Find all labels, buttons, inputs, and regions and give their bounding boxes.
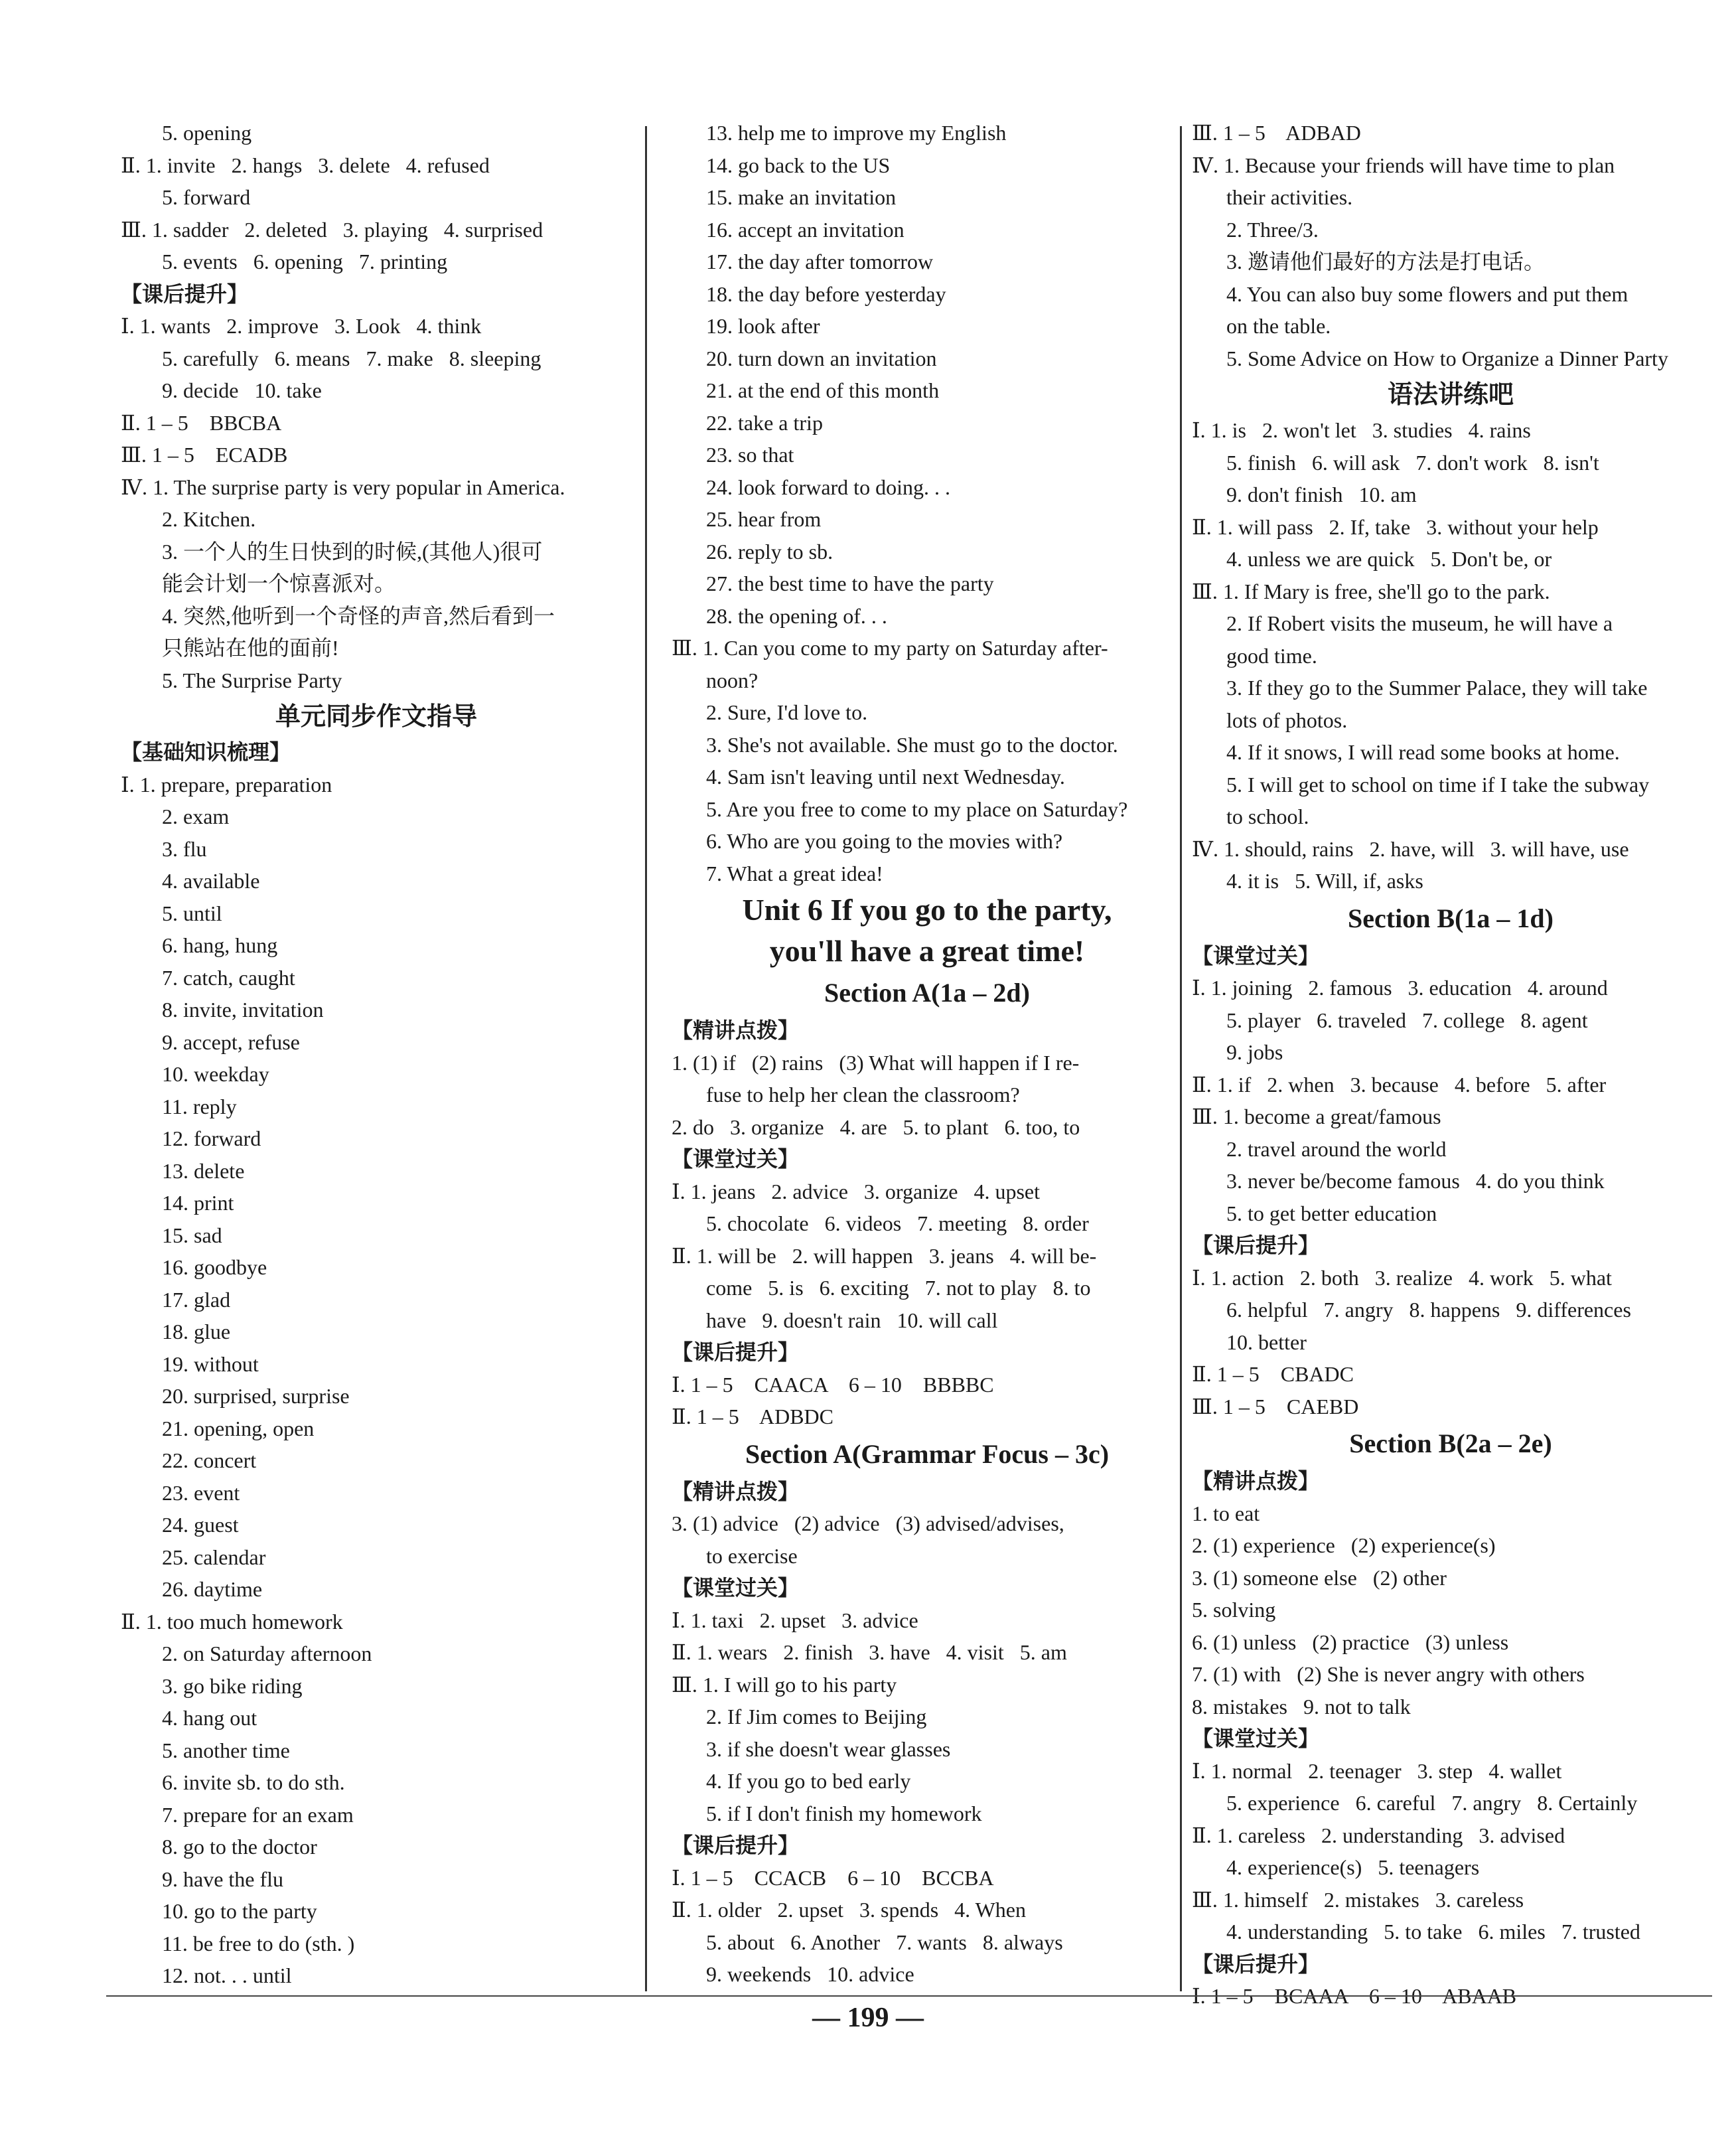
answer-line: 4. experience(s) 5. teenagers [1226,1855,1480,1879]
answer-line: on the table. [1226,314,1331,338]
answer-line: 26. reply to sb. [706,539,833,564]
answer-line: 5. another time [162,1738,290,1762]
answer-line: 5. Are you free to come to my place on Saturday? [706,797,1128,821]
answer-line: Ⅰ. 1 – 5 CCACB 6 – 10 BCCBA [672,1865,994,1890]
answer-line: Ⅱ. 1 – 5 CBADC [1192,1362,1354,1386]
answer-line: 5. about 6. Another 7. wants 8. always [706,1930,1063,1954]
answer-line: 3. If they go to the Summer Palace, they will take [1226,676,1648,700]
answer-line: 17. the day after tomorrow [706,250,934,273]
answer-line: 28. the opening of. . . [706,603,887,628]
answer-line: Ⅲ. 1. I will go to his party [672,1672,897,1697]
answer-line: 10. go to the party [162,1899,317,1923]
answer-line: 8. go to the doctor [162,1835,317,1859]
answer-line: Ⅱ. 1. careless 2. understanding 3. advised [1192,1823,1565,1847]
answer-line: 16. accept an invitation [706,217,904,242]
answer-line: 3. She's not available. She must go to the doctor. [706,732,1118,757]
answer-line: 9. weekends 10. advice [706,1962,914,1986]
answer-line: Ⅰ. 1 – 5 CAACA 6 – 10 BBBBC [672,1372,994,1397]
answer-line: 能会计划一个惊喜派对。 [162,572,396,595]
section-title: 语法讲练吧 [1387,380,1514,409]
answer-line: 3. (1) someone else (2) other [1192,1565,1447,1590]
answer-line: 24. look forward to doing. . . [706,475,950,499]
answer-line: Ⅱ. 1. too much homework [121,1609,343,1634]
answer-line: 4. understanding 5. to take 6. miles 7. trusted [1226,1920,1640,1944]
answer-line: 3. 一个人的生日快到的时候,(其他人)很可 [162,539,543,564]
answer-line: 19. look after [706,314,820,338]
answer-line: come 5. is 6. exciting 7. not to play 8. to [706,1276,1091,1300]
answer-line: Ⅰ. 1. prepare, preparation [121,772,332,797]
answer-line: 4. available [162,869,260,893]
section-title: Section A(1a – 2d) [824,978,1030,1008]
section-label: 【课后提升】 [1192,1951,1320,1977]
section-title: 单元同步作文指导 [275,702,477,731]
answer-line: Ⅲ. 1. If Mary is free, she'll go to the park. [1192,579,1550,603]
answer-line: 17. glad [162,1287,231,1312]
answer-line: Ⅰ. 1. normal 2. teenager 3. step 4. wallet [1192,1758,1562,1783]
section-label: 【课后提升】 [121,281,249,307]
answer-line: 9. decide 10. take [162,378,322,402]
answer-line: Ⅳ. 1. The surprise party is very popular in America. [121,475,565,499]
answer-line: 3. flu [162,836,207,861]
section-label: 【课后提升】 [1192,1233,1320,1258]
answer-line: 3. if she doesn't wear glasses [706,1736,951,1761]
answer-line: 23. so that [706,443,794,467]
answer-line: 6. invite sb. to do sth. [162,1770,345,1794]
answer-line: Ⅲ. 1 – 5 ADBAD [1192,121,1361,145]
answer-line: 5. until [162,901,222,925]
answer-line: 12. not. . . until [162,1963,292,1987]
answer-line: 22. concert [162,1448,257,1472]
answer-line: Ⅱ. 1. invite 2. hangs 3. delete 4. refused [121,153,490,177]
answer-column-middle [672,117,1183,1991]
answer-line: 4. unless we are quick 5. Don't be, or [1226,547,1552,571]
answer-line: 9. jobs [1226,1040,1283,1064]
section-label: 【精讲点拨】 [672,1018,800,1043]
answer-line: Ⅰ. 1. is 2. won't let 3. studies 4. rains [1192,418,1531,442]
answer-line: 25. hear from [706,507,822,531]
answer-line: 18. the day before yesterday [706,281,946,306]
answer-line: 21. opening, open [162,1416,315,1440]
answer-line: 10. better [1226,1330,1307,1354]
answer-line: 5. carefully 6. means 7. make 8. sleeping [162,346,542,370]
answer-line: 3. go bike riding [162,1673,303,1698]
section-label: 【课堂过关】 [672,1575,800,1600]
answer-line: 5. The Surprise Party [162,668,342,692]
answer-line: 14. go back to the US [706,153,891,177]
answer-line: 3. 邀请他们最好的方法是打电话。 [1226,250,1546,273]
answer-line: 20. surprised, surprise [162,1384,350,1408]
answer-line: 9. have the flu [162,1867,284,1891]
answer-line: Ⅲ. 1. himself 2. mistakes 3. careless [1192,1887,1524,1912]
answer-line: Ⅲ. 1. Can you come to my party on Saturday after- [672,636,1108,660]
answer-line: 4. If it snows, I will read some books at home. [1226,740,1620,764]
answer-line: 25. calendar [162,1545,266,1569]
section-label: 【精讲点拨】 [672,1478,800,1504]
answer-line: Ⅲ. 1 – 5 ECADB [121,443,288,467]
answer-column-left [121,117,632,1992]
answer-line: 7. prepare for an exam [162,1802,354,1827]
answer-line: 6. hang, hung [162,933,278,957]
answer-line: 12. forward [162,1126,261,1150]
answer-line: 13. delete [162,1158,245,1183]
section-label: 【基础知识梳理】 [121,739,291,765]
answer-line: 21. at the end of this month [706,378,940,402]
answer-line: their activities. [1226,185,1353,209]
answer-line: Ⅱ. 1. will be 2. will happen 3. jeans 4. will be- [672,1243,1097,1268]
answer-line: 5. experience 6. careful 7. angry 8. Certainly [1226,1791,1638,1815]
answer-line: Ⅲ. 1 – 5 CAEBD [1192,1394,1359,1418]
answer-line: have 9. doesn't rain 10. will call [706,1308,998,1332]
answer-line: 14. print [162,1191,234,1215]
answer-line: 22. take a trip [706,410,823,435]
answer-line: 5. finish 6. will ask 7. don't work 8. isn't [1226,450,1599,475]
answer-line: 4. If you go to bed early [706,1769,911,1793]
answer-line: 7. (1) with (2) She is never angry with others [1192,1662,1585,1686]
answer-line: 1. to eat [1192,1501,1260,1525]
answer-line: 23. event [162,1480,240,1505]
answer-line: 2. do 3. organize 4. are 5. to plant 6. too, to [672,1114,1080,1139]
answer-line: 2. Sure, I'd love to. [706,700,868,724]
answer-line: Ⅲ. 1. become a great/famous [1192,1105,1441,1128]
answer-line: 9. don't finish 10. am [1226,483,1417,506]
section-label: 【课堂过关】 [1192,943,1320,968]
answer-line: 5. opening [162,121,252,145]
answer-line: 4. hang out [162,1706,257,1730]
answer-line: 3. never be/become famous 4. do you think [1226,1169,1605,1193]
answer-line: 1. (1) if (2) rains (3) What will happen if I re- [672,1050,1080,1075]
section-label: 【课堂过关】 [672,1146,800,1172]
answer-line: 8. mistakes 9. not to talk [1192,1694,1411,1719]
answer-line: Ⅱ. 1. wears 2. finish 3. have 4. visit 5. am [672,1640,1067,1664]
answer-line: 5. Some Advice on How to Organize a Dinner Party [1226,346,1668,370]
answer-line: Ⅰ. 1. joining 2. famous 3. education 4. around [1192,976,1608,1000]
answer-line: 4. You can also buy some flowers and put them [1226,281,1628,306]
section-title: Section B(1a – 1d) [1348,903,1554,933]
section-label: 【课后提升】 [672,1340,800,1365]
answer-line: 11. be free to do (sth. ) [162,1931,355,1955]
section-title: Section A(Grammar Focus – 3c) [745,1438,1110,1469]
answer-line: 5. chocolate 6. videos 7. meeting 8. order [706,1211,1089,1235]
answer-line: Ⅲ. 1. sadder 2. deleted 3. playing 4. surprised [121,217,543,242]
answer-line: Ⅳ. 1. should, rains 2. have, will 3. will have, use [1192,836,1629,861]
answer-line: 7. What a great idea! [706,861,883,885]
answer-line: 6. Who are you going to the movies with? [706,829,1063,853]
answer-line: 27. the best time to have the party [706,572,994,595]
answer-line: 2. exam [162,804,230,828]
answer-line: 15. sad [162,1223,222,1247]
answer-line: noon? [706,668,759,692]
answer-line: 10. weekday [162,1062,269,1086]
answer-line: 2. If Jim comes to Beijing [706,1705,927,1728]
answer-line: Ⅰ. 1. jeans 2. advice 3. organize 4. upset [672,1179,1041,1203]
answer-line: 4. it is 5. Will, if, asks [1226,869,1423,893]
answer-line: 5. player 6. traveled 7. college 8. agent [1226,1008,1588,1032]
answer-line: 11. reply [162,1094,237,1118]
answer-line: 5. forward [162,185,251,209]
answer-line: 2. Kitchen. [162,507,256,531]
answer-line: 8. invite, invitation [162,998,324,1022]
answer-line: Ⅱ. 1 – 5 BBCBA [121,410,282,435]
answer-line: Ⅳ. 1. Because your friends will have time to plan [1192,153,1615,177]
answer-line: 2. travel around the world [1226,1136,1447,1161]
section-title: Unit 6 If you go to the party, [742,893,1112,927]
answer-line: Ⅰ. 1. wants 2. improve 3. Look 4. think [121,314,482,338]
answer-line: Ⅱ. 1. will pass 2. If, take 3. without your help [1192,514,1599,539]
answer-line: Ⅰ. 1 – 5 BCAAA 6 – 10 ABAAB [1192,1984,1517,2008]
footer-rule [106,1995,1712,1997]
answer-line: Ⅱ. 1 – 5 ADBDC [672,1405,833,1428]
answer-line: Ⅰ. 1. action 2. both 3. realize 4. work 5. what [1192,1265,1612,1290]
answer-line: 5. to get better education [1226,1201,1437,1225]
answer-line: 只熊站在他的面前! [162,636,339,660]
section-label: 【精讲点拨】 [1192,1468,1320,1493]
answer-line: Ⅰ. 1. taxi 2. upset 3. advice [672,1608,918,1632]
answer-line: to exercise [706,1543,798,1568]
answer-line: 2. on Saturday afternoon [162,1642,372,1665]
answer-line: 2. (1) experience (2) experience(s) [1192,1533,1496,1557]
answer-line: 6. helpful 7. angry 8. happens 9. differences [1226,1298,1631,1322]
answer-line: 26. daytime [162,1577,263,1601]
section-label: 【课后提升】 [672,1833,800,1858]
answer-line: 7. catch, caught [162,965,295,990]
answer-line: 2. Three/3. [1226,217,1319,242]
section-title: Section B(2a – 2e) [1349,1428,1552,1458]
answer-line: 16. goodbye [162,1255,267,1279]
answer-line: 5. I will get to school on time if I take the subway [1226,772,1650,797]
answer-line: 4. 突然,他听到一个奇怪的声音,然后看到一 [162,603,555,628]
section-label: 【课堂过关】 [1192,1726,1320,1751]
answer-line: 5. if I don't finish my homework [706,1801,982,1825]
answer-line: 18. glue [162,1320,231,1343]
answer-line: 9. accept, refuse [162,1030,300,1054]
column-divider-right [1180,126,1182,1991]
answer-line: Ⅱ. 1. if 2. when 3. because 4. before 5. after [1192,1072,1607,1097]
answer-line: lots of photos. [1226,708,1348,732]
answer-line: 6. (1) unless (2) practice (3) unless [1192,1630,1509,1654]
answer-line: 5. solving [1192,1598,1276,1622]
answer-line: 4. Sam isn't leaving until next Wednesday. [706,765,1065,789]
answer-column-right [1192,117,1709,2013]
answer-line: 2. If Robert visits the museum, he will have a [1226,611,1613,635]
answer-line: fuse to help her clean the classroom? [706,1083,1020,1107]
answer-line: Ⅱ. 1. older 2. upset 3. spends 4. When [672,1898,1026,1922]
answer-line: 13. help me to improve my English [706,121,1007,145]
page-number: — 199 — [812,2003,924,2033]
answer-line: good time. [1226,643,1317,668]
section-title: you'll have a great time! [769,934,1085,968]
answer-line: 19. without [162,1351,259,1376]
column-divider-left [645,126,647,1991]
answer-line: 5. events 6. opening 7. printing [162,250,448,273]
answer-line: to school. [1226,804,1309,828]
answer-line: 15. make an invitation [706,185,897,209]
answer-line: 3. (1) advice (2) advice (3) advised/advises, [672,1511,1064,1535]
answer-line: 24. guest [162,1513,239,1537]
answer-line: 20. turn down an invitation [706,346,937,370]
